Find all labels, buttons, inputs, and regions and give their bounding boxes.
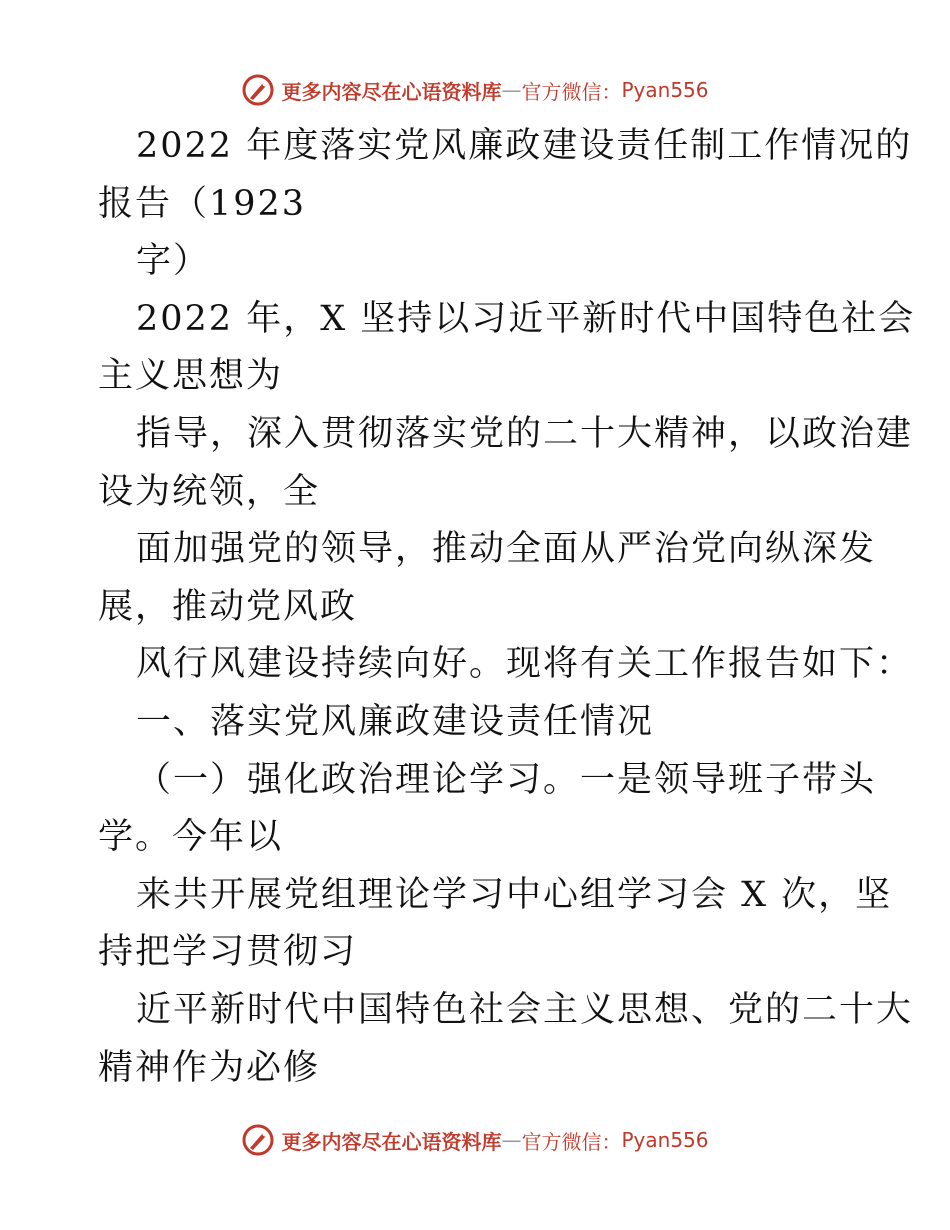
watermark-handle: Pyan556	[621, 78, 709, 102]
document-line: 指导，深入贯彻落实党的二十大精神，以政治建	[136, 413, 914, 454]
document-line: 设为统领，全	[98, 471, 321, 512]
pen-logo-icon	[241, 73, 275, 107]
document-line: 字）	[136, 241, 211, 282]
document-line: 报告（1923	[98, 183, 307, 224]
document-line: 2022 年度落实党风廉政建设责任制工作情况的	[136, 126, 913, 166]
document-line: 面加强党的领导，推动全面从严治党向纵深发	[136, 529, 877, 570]
pen-logo-icon	[241, 1123, 275, 1157]
document-line: 学。今年以	[98, 817, 284, 858]
watermark-brand: 更多内容尽在心语资料库	[281, 79, 502, 104]
watermark-separator: —	[501, 78, 522, 102]
footer-watermark	[0, 1120, 950, 1160]
document-line: 展，推动党风政	[98, 586, 358, 627]
document-body	[98, 118, 916, 1097]
document-line: 2022 年，X 坚持以习近平新时代中国特色社会	[136, 298, 916, 339]
document-line: 风行风建设持续向好。现将有关工作报告如下：	[136, 644, 914, 685]
watermark-separator: —	[501, 1128, 522, 1152]
document-line: 精神作为必修	[98, 1047, 321, 1088]
watermark-sub: 官方微信：	[521, 79, 622, 104]
document-line: 主义思想为	[98, 356, 284, 397]
document-line: 持把学习贯彻习	[98, 932, 358, 973]
document-line: 一、落实党风廉政建设责任情况	[136, 701, 655, 742]
document-line: 近平新时代中国特色社会主义思想、党的二十大	[136, 989, 914, 1030]
document-line: （一）强化政治理论学习。一是领导班子带头	[136, 759, 877, 800]
watermark-sub: 官方微信：	[521, 1129, 622, 1154]
watermark-handle: Pyan556	[621, 1128, 709, 1152]
watermark-brand: 更多内容尽在心语资料库	[281, 1129, 502, 1154]
document-line: 来共开展党组理论学习中心组学习会 X 次，坚	[136, 874, 893, 915]
header-watermark	[0, 70, 950, 110]
